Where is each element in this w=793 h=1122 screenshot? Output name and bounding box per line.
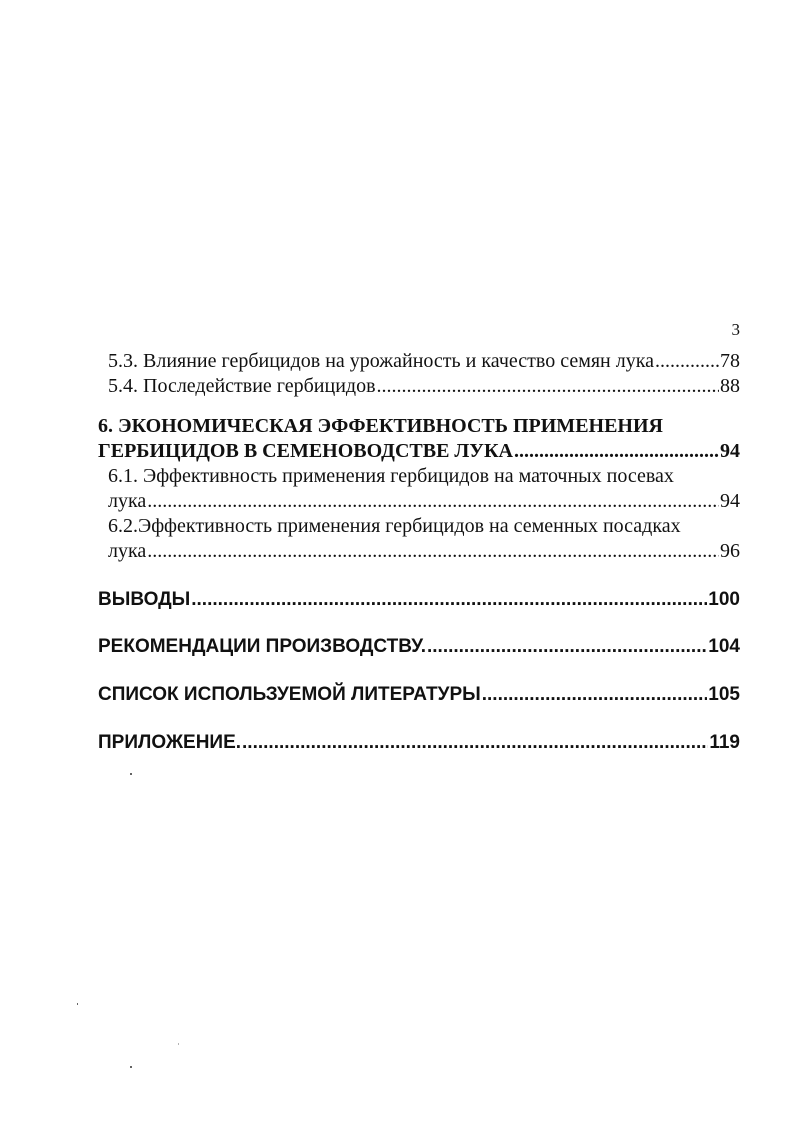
scan-speck bbox=[130, 773, 132, 775]
dot-leader bbox=[377, 375, 719, 398]
scan-speck bbox=[77, 1003, 78, 1005]
toc-entry-page: 88 bbox=[720, 375, 740, 397]
scan-speck bbox=[130, 1066, 132, 1068]
toc-entry-label: 5.4. Последействие гербицидов bbox=[108, 375, 376, 397]
toc-entry-page: 94 bbox=[720, 490, 740, 512]
scan-speck bbox=[178, 1043, 179, 1045]
toc-entry-label: РЕКОМЕНДАЦИИ ПРОИЗВОДСТВУ. bbox=[98, 636, 426, 657]
dot-leader bbox=[242, 732, 708, 754]
toc-entry-page: 94 bbox=[720, 440, 740, 462]
toc-entry-references[interactable] bbox=[98, 684, 740, 706]
toc-entry-page: 119 bbox=[709, 732, 740, 753]
toc-entry-6[interactable] bbox=[98, 440, 740, 463]
toc-entry-6-1-line1[interactable]: 6.1. Эффективность применения гербицидов на маточных посевах bbox=[108, 465, 674, 487]
toc-entry-6-2[interactable] bbox=[108, 540, 740, 563]
toc-entry-page: 78 bbox=[720, 350, 740, 372]
toc-entry-page: 100 bbox=[708, 589, 740, 610]
toc-entry-page: 105 bbox=[708, 684, 740, 705]
toc-entry-label: ПРИЛОЖЕНИЕ. bbox=[98, 732, 242, 753]
toc-entry-6-2-line1[interactable]: 6.2.Эффективность применения гербицидов на семенных посадках bbox=[108, 515, 681, 537]
page-number: 3 bbox=[731, 320, 740, 339]
dot-leader bbox=[147, 490, 719, 513]
dot-leader bbox=[655, 350, 719, 373]
toc-heading-6-line1[interactable]: 6. ЭКОНОМИЧЕСКАЯ ЭФФЕКТИВНОСТЬ ПРИМЕНЕНИЯ bbox=[98, 415, 663, 437]
toc-entry-5-3[interactable] bbox=[108, 350, 740, 373]
dot-leader bbox=[191, 589, 707, 611]
toc-entry-6-1[interactable] bbox=[108, 490, 740, 513]
toc-entry-conclusions[interactable] bbox=[98, 589, 740, 611]
toc-entry-label: 5.3. Влияние гербицидов на урожайность и качество семян лука bbox=[108, 350, 655, 372]
dot-leader bbox=[514, 440, 719, 463]
toc-entry-label: СПИСОК ИСПОЛЬЗУЕМОЙ ЛИТЕРАТУРЫ bbox=[98, 684, 481, 705]
toc-entry-page: 96 bbox=[720, 540, 740, 562]
toc-entry-label: ГЕРБИЦИДОВ В СЕМЕНОВОДСТВЕ ЛУКА bbox=[98, 440, 513, 462]
toc-entry-recommendations[interactable] bbox=[98, 636, 740, 658]
toc-entry-label: ВЫВОДЫ bbox=[98, 589, 191, 610]
dot-leader bbox=[147, 540, 719, 563]
dot-leader bbox=[427, 636, 707, 658]
dot-leader bbox=[482, 684, 708, 706]
toc-entry-appendix[interactable] bbox=[98, 732, 740, 754]
toc-entry-page: 104 bbox=[708, 636, 740, 657]
toc-entry-label: лука bbox=[108, 490, 147, 512]
toc-entry-label: лука bbox=[108, 540, 147, 562]
toc-entry-5-4[interactable] bbox=[108, 375, 740, 398]
